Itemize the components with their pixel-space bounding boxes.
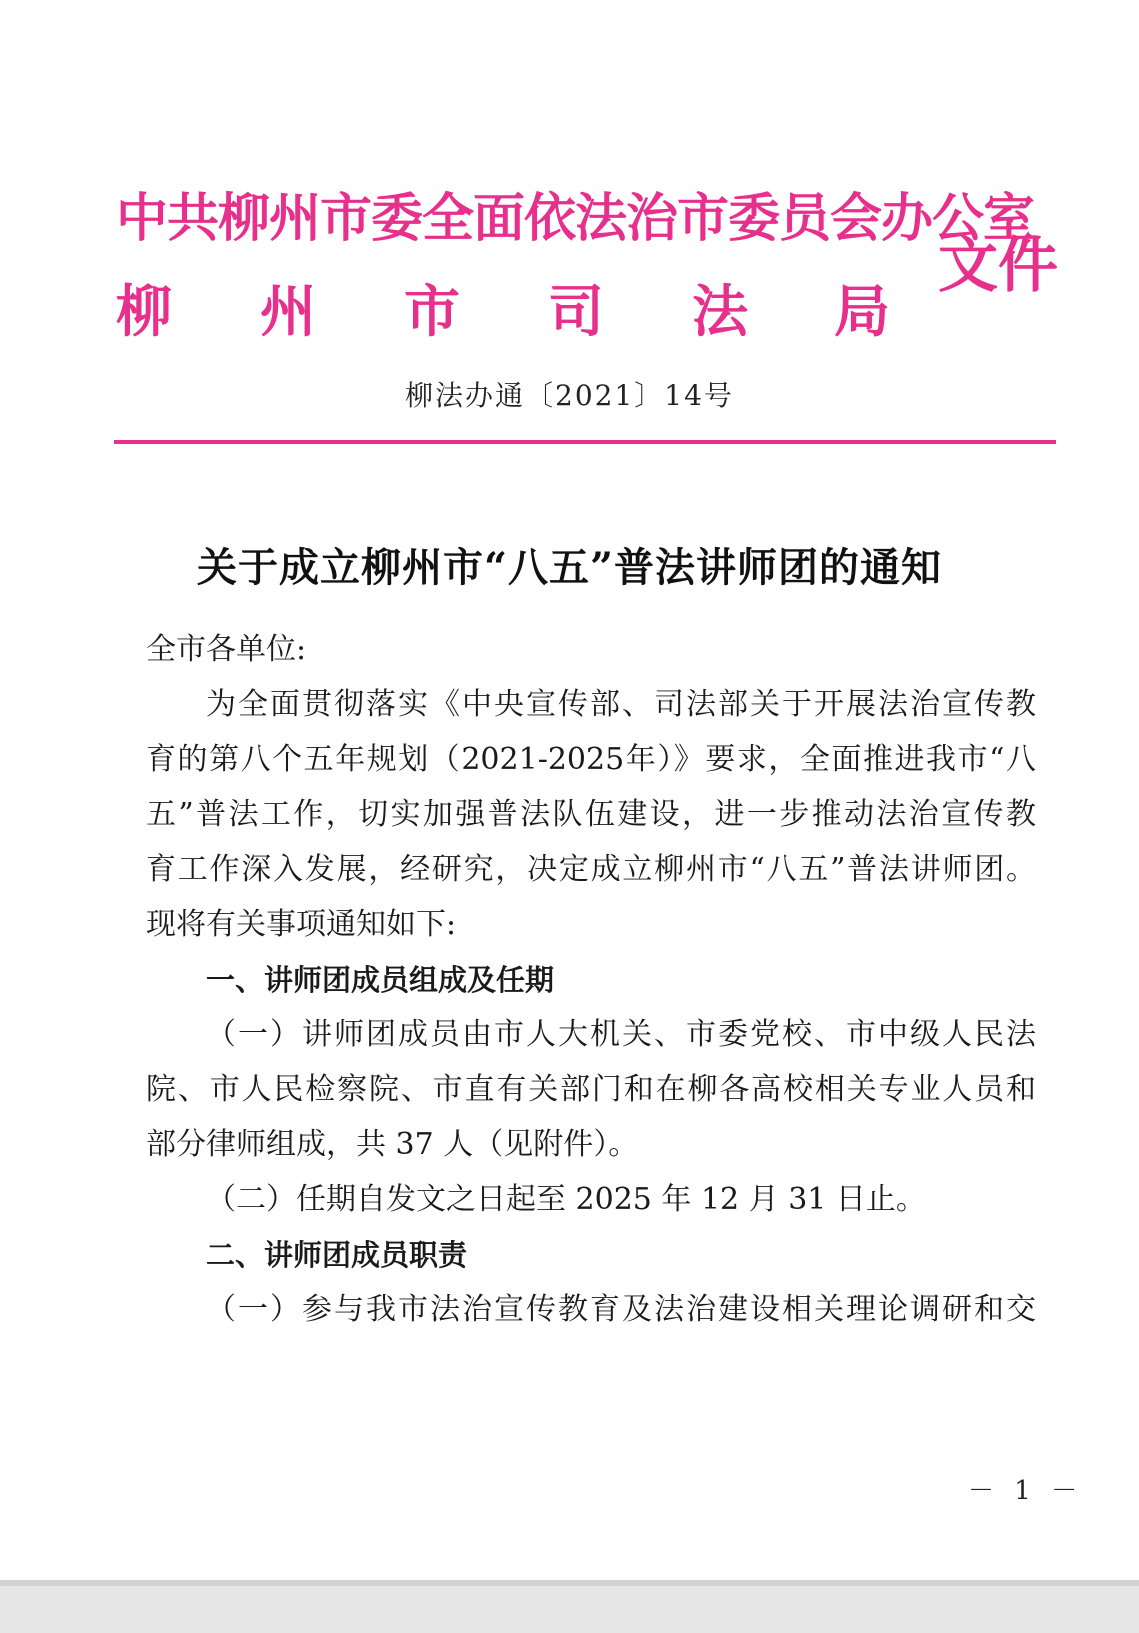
issuer-line-2	[116, 268, 916, 345]
salutation: 全市各单位:	[146, 632, 307, 667]
issuer-line-1: 中共柳州市委全面依法治市委员会办公室	[116, 188, 1035, 249]
issuer-line-2-char: 法	[692, 279, 748, 345]
issuer-line-2-char: 州	[260, 279, 316, 345]
document-number: 柳法办通〔2021〕14号	[405, 379, 734, 412]
paragraph-line: （二）任期自发文之日起至 2025 年 12 月 31 日止。	[206, 1182, 926, 1217]
issuer-line-2-char: 市	[404, 279, 460, 345]
paragraph-line: （一）参与我市法治宣传教育及法治建设相关理论调研和交	[206, 1292, 1036, 1327]
paragraph-line: 五”普法工作，切实加强普法队伍建设，进一步推动法治宣传教	[146, 797, 1036, 832]
issuer-line-2-char: 司	[548, 279, 604, 345]
paragraph-line: 育的第八个五年规划（2021-2025年）》要求，全面推进我市“八	[146, 742, 1036, 777]
paragraph-line: 现将有关事项通知如下:	[146, 907, 457, 942]
paragraph-line: 部分律师组成，共 37 人（见附件）。	[146, 1127, 639, 1162]
page-bottom-edge	[0, 1580, 1139, 1633]
section-heading: 一、讲师团成员组成及任期	[206, 963, 555, 997]
page-number: － 1 －	[968, 1476, 1084, 1506]
document-title: 关于成立柳州市“八五”普法讲师团的通知	[196, 544, 942, 591]
paragraph-line: 院、市人民检察院、市直有关部门和在柳各高校相关专业人员和	[146, 1072, 1036, 1107]
red-separator-line	[114, 440, 1056, 444]
paragraph-line: （一）讲师团成员由市人大机关、市委党校、市中级人民法	[206, 1017, 1036, 1052]
issuer-line-2-char: 柳	[116, 279, 172, 345]
section-heading: 二、讲师团成员职责	[206, 1238, 468, 1272]
paragraph-line: 为全面贯彻落实《中央宣传部、司法部关于开展法治宣传教	[206, 687, 1036, 722]
document-type-label: 文件	[938, 231, 1058, 301]
paragraph-line: 育工作深入发展，经研究，决定成立柳州市“八五”普法讲师团。	[146, 852, 1036, 887]
issuer-line-2-char: 局	[834, 279, 890, 345]
